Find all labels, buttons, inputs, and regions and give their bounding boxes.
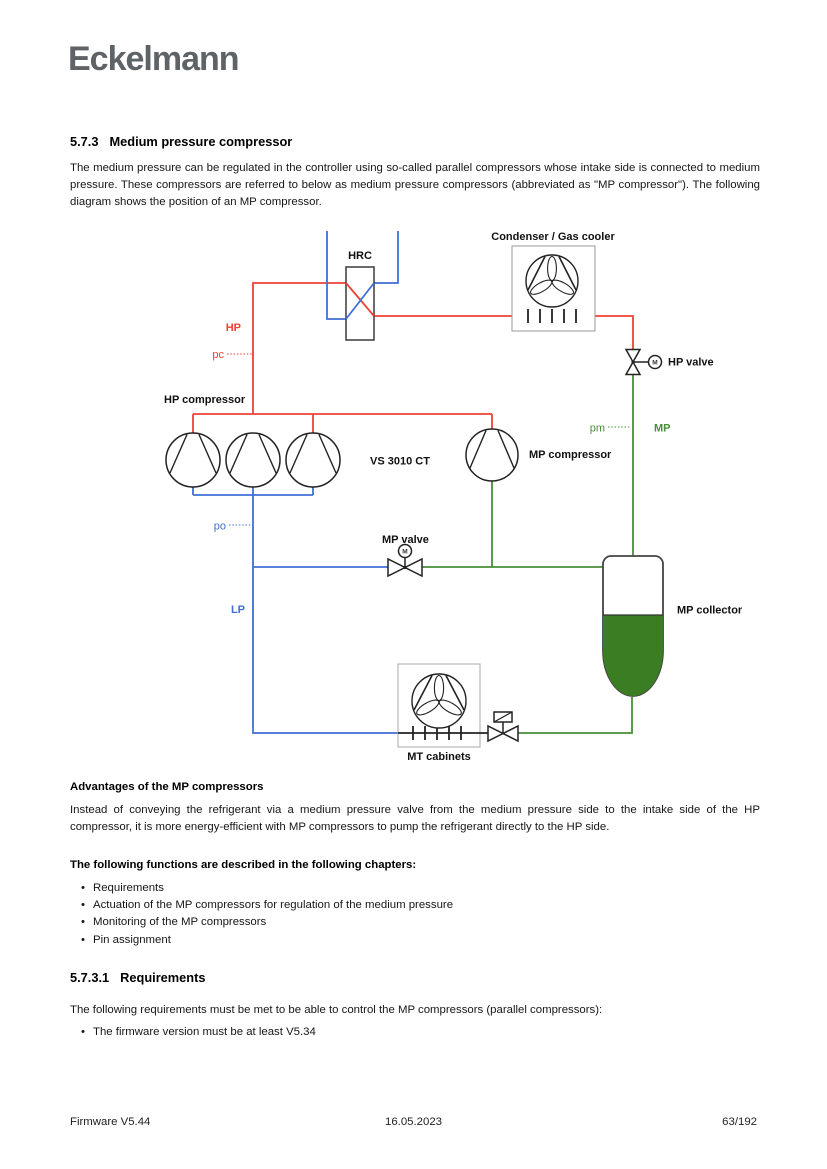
requirements-list [70, 1024, 760, 1041]
list-item [70, 914, 760, 931]
bullet-glyph: • [81, 899, 85, 912]
subsection-number: 5.7.3.1 [70, 970, 110, 985]
mp-collector-tank [602, 556, 664, 705]
requirements-intro: The following requirements must be met to be able to control the MP compressors (parallel compressors): [70, 1004, 603, 1016]
mp-compressor-icon [466, 429, 518, 481]
mp-valve-label: MP valve [382, 534, 429, 546]
hp-compressor-group [166, 433, 340, 487]
bullet-glyph: • [81, 882, 85, 894]
list-item [70, 1024, 760, 1041]
advantages-heading: Advantages of the MP compressors [70, 781, 264, 793]
hp-valve-motor-label: M [652, 359, 658, 367]
bullet-glyph: • [81, 1026, 85, 1038]
functions-heading: The following functions are described in the following chapters: [70, 859, 417, 871]
list-item-text: The firmware version must be at least V5.34 [93, 1026, 316, 1038]
footer-page-number: 63/192 [722, 1116, 757, 1128]
mt-cabinets-label: MT cabinets [407, 751, 471, 763]
mp-valve-icon [388, 545, 422, 577]
subsection-heading [70, 970, 205, 985]
pm-sensor-label: pm [589, 422, 605, 435]
vs-model-label: VS 3010 CT [370, 455, 430, 468]
hp-compressor-3-icon [286, 433, 340, 487]
mt-cabinets-fan-icon [412, 674, 466, 728]
footer-firmware: Firmware V5.44 [70, 1116, 151, 1128]
list-item-text: Pin assignment [93, 933, 171, 946]
mt-cabinets-box [398, 664, 488, 747]
list-item-text: Actuation of the MP compressors for regulation of the medium pressure [93, 899, 454, 912]
hp-compressor-label: HP compressor [164, 394, 246, 406]
company-logo: Eckelmann [68, 40, 239, 78]
mp-compressor-label: MP compressor [529, 449, 612, 461]
footer-date: 16.05.2023 [384, 1116, 442, 1128]
advantages-paragraph: Instead of conveying the refrigerant via a medium pressure valve from the medium pressure side to the intake side of the HP compressor, it is more energy-efficient with MP compressors to pump the refrigerant directly to the HP side. [70, 804, 760, 833]
po-sensor-label: po [213, 520, 226, 533]
mp-zone-label: MP [654, 422, 671, 435]
bullet-glyph: • [81, 933, 85, 946]
hp-zone-label: HP [225, 322, 241, 334]
bullet-glyph: • [81, 916, 85, 929]
list-item [70, 932, 760, 949]
expansion-valve-icon [488, 712, 518, 741]
pc-sensor-label: pc [212, 349, 224, 361]
condenser-fan-icon [526, 255, 578, 307]
section-title: Medium pressure compressor [109, 134, 293, 149]
condenser-label: Condenser / Gas cooler [491, 231, 615, 243]
hp-compressor-1-icon [166, 433, 220, 487]
condenser-gas-cooler [512, 246, 595, 331]
lp-zone-label: LP [230, 604, 245, 616]
section-intro-paragraph: The medium pressure can be regulated in the controller using so-called parallel compressors whose intake side is connected to medium pressure. These compressors are referred to below as medium pressure compressors (abbreviated as "MP compressor"). The following diagram shows the position of an MP compressor. [70, 162, 760, 208]
list-item [70, 897, 760, 914]
hp-valve-icon [626, 350, 662, 375]
section-number: 5.7.3 [70, 134, 99, 149]
list-item [70, 880, 760, 897]
mp-valve-motor-label: M [402, 548, 408, 556]
list-item-text: Requirements [93, 882, 164, 894]
hp-compressor-2-icon [226, 433, 280, 487]
hp-valve-label: HP valve [668, 356, 714, 369]
mp-collector-liquid [602, 615, 664, 705]
list-item-text: Monitoring of the MP compressors [93, 916, 267, 929]
mp-collector-label: MP collector [677, 604, 743, 617]
functions-list [70, 880, 760, 949]
hrc-label: HRC [348, 250, 372, 262]
hrc-heat-exchanger [346, 267, 374, 340]
subsection-title: Requirements [120, 970, 206, 985]
